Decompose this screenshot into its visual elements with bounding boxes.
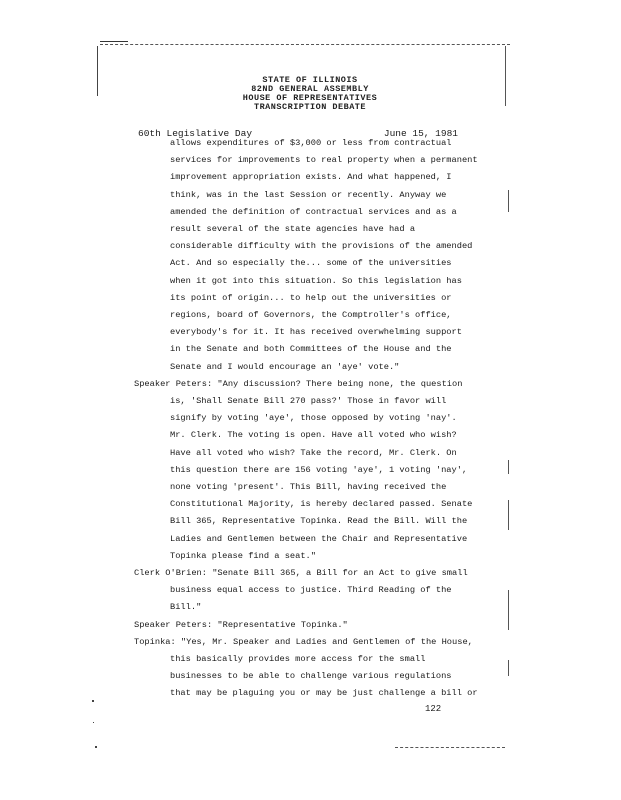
transcript-line: Topinka please find a seat."	[170, 551, 316, 561]
transcript-line: Act. And so especially the... some of the universities	[170, 258, 452, 268]
transcript-line: everybody's for it. It has received overwhelming support	[170, 327, 462, 337]
transcript-line: signify by voting 'aye', those opposed by voting 'nay'.	[170, 413, 457, 423]
transcript-line: when it got into this situation. So this legislation has	[170, 276, 462, 286]
scan-rule-top	[100, 44, 510, 45]
session-date: June 15, 1981	[383, 128, 458, 139]
transcript-line: businesses to be able to challenge various regulations	[170, 671, 452, 681]
scan-rule-left	[100, 41, 128, 42]
transcript-line: allows expenditures of $3,000 or less from contractual	[170, 138, 452, 148]
header-house: HOUSE OF REPRESENTATIVES	[242, 93, 378, 103]
right-margin-line	[508, 660, 509, 676]
right-margin-line	[508, 500, 509, 530]
transcript-line: Bill 365, Representative Topinka. Read the Bill. Will the	[170, 516, 468, 526]
transcript-line: result several of the state agencies have had a	[170, 224, 416, 234]
transcript-line: this question there are 156 voting 'aye', 1 voting 'nay',	[170, 465, 468, 475]
left-margin-line	[97, 46, 98, 96]
header-state: STATE OF ILLINOIS	[262, 75, 358, 85]
transcript-line: amended the definition of contractual services and as a	[170, 207, 457, 217]
transcript-line: its point of origin... to help out the universities or	[170, 293, 452, 303]
transcript-line: Constitutional Majority, is hereby declared passed. Senate	[170, 499, 473, 509]
speaker-line: Speaker Peters: "Any discussion? There being none, the question	[134, 379, 463, 389]
transcript-line: improvement appropriation exists. And what happened, I	[170, 172, 452, 182]
transcript-line: regions, board of Governors, the Comptroller's office,	[170, 310, 452, 320]
scan-speck	[95, 746, 97, 748]
scan-speck	[92, 700, 94, 702]
speaker-line: Speaker Peters: "Representative Topinka."	[134, 620, 348, 630]
transcript-line: this basically provides more access for the small	[170, 654, 426, 664]
transcript-line: Have all voted who wish? Take the record, Mr. Clerk. On	[170, 448, 457, 458]
right-margin-line	[508, 460, 509, 474]
transcript-line: is, 'Shall Senate Bill 270 pass?' Those in favor will	[170, 396, 447, 406]
right-margin-line	[508, 190, 509, 212]
legislative-day: 60th Legislative Day	[138, 128, 253, 139]
header-assembly: 82ND GENERAL ASSEMBLY	[251, 84, 369, 94]
speaker-line: Clerk O'Brien: "Senate Bill 365, a Bill for an Act to give small	[134, 568, 468, 578]
transcript-line: Mr. Clerk. The voting is open. Have all voted who wish?	[170, 430, 457, 440]
right-margin-line	[508, 590, 509, 630]
transcript-line: Ladies and Gentlemen between the Chair and Representative	[170, 534, 468, 544]
header-title: TRANSCRIPTION DEBATE	[253, 102, 367, 112]
transcript-line: none voting 'present'. This Bill, having received the	[170, 482, 447, 492]
transcript-line: in the Senate and both Committees of the House and the	[170, 344, 452, 354]
scan-speck	[93, 722, 94, 723]
transcript-line: services for improvements to real property when a permanent	[170, 155, 478, 165]
transcript-line: considerable difficulty with the provisions of the amended	[170, 241, 473, 251]
transcript-line: Bill."	[170, 602, 202, 612]
transcript-line: business equal access to justice. Third Reading of the	[170, 585, 452, 595]
transcript-line: think, was in the last Session or recently. Anyway we	[170, 190, 447, 200]
page-number: 122	[425, 704, 442, 714]
speaker-line: Topinka: "Yes, Mr. Speaker and Ladies and Gentlemen of the House,	[134, 637, 473, 647]
transcript-line: Senate and I would encourage an 'aye' vote."	[170, 362, 400, 372]
transcript-line: that may be plaguing you or may be just challenge a bill or	[170, 688, 478, 698]
scan-rule-bottom	[395, 747, 505, 748]
right-margin-line	[505, 46, 506, 106]
